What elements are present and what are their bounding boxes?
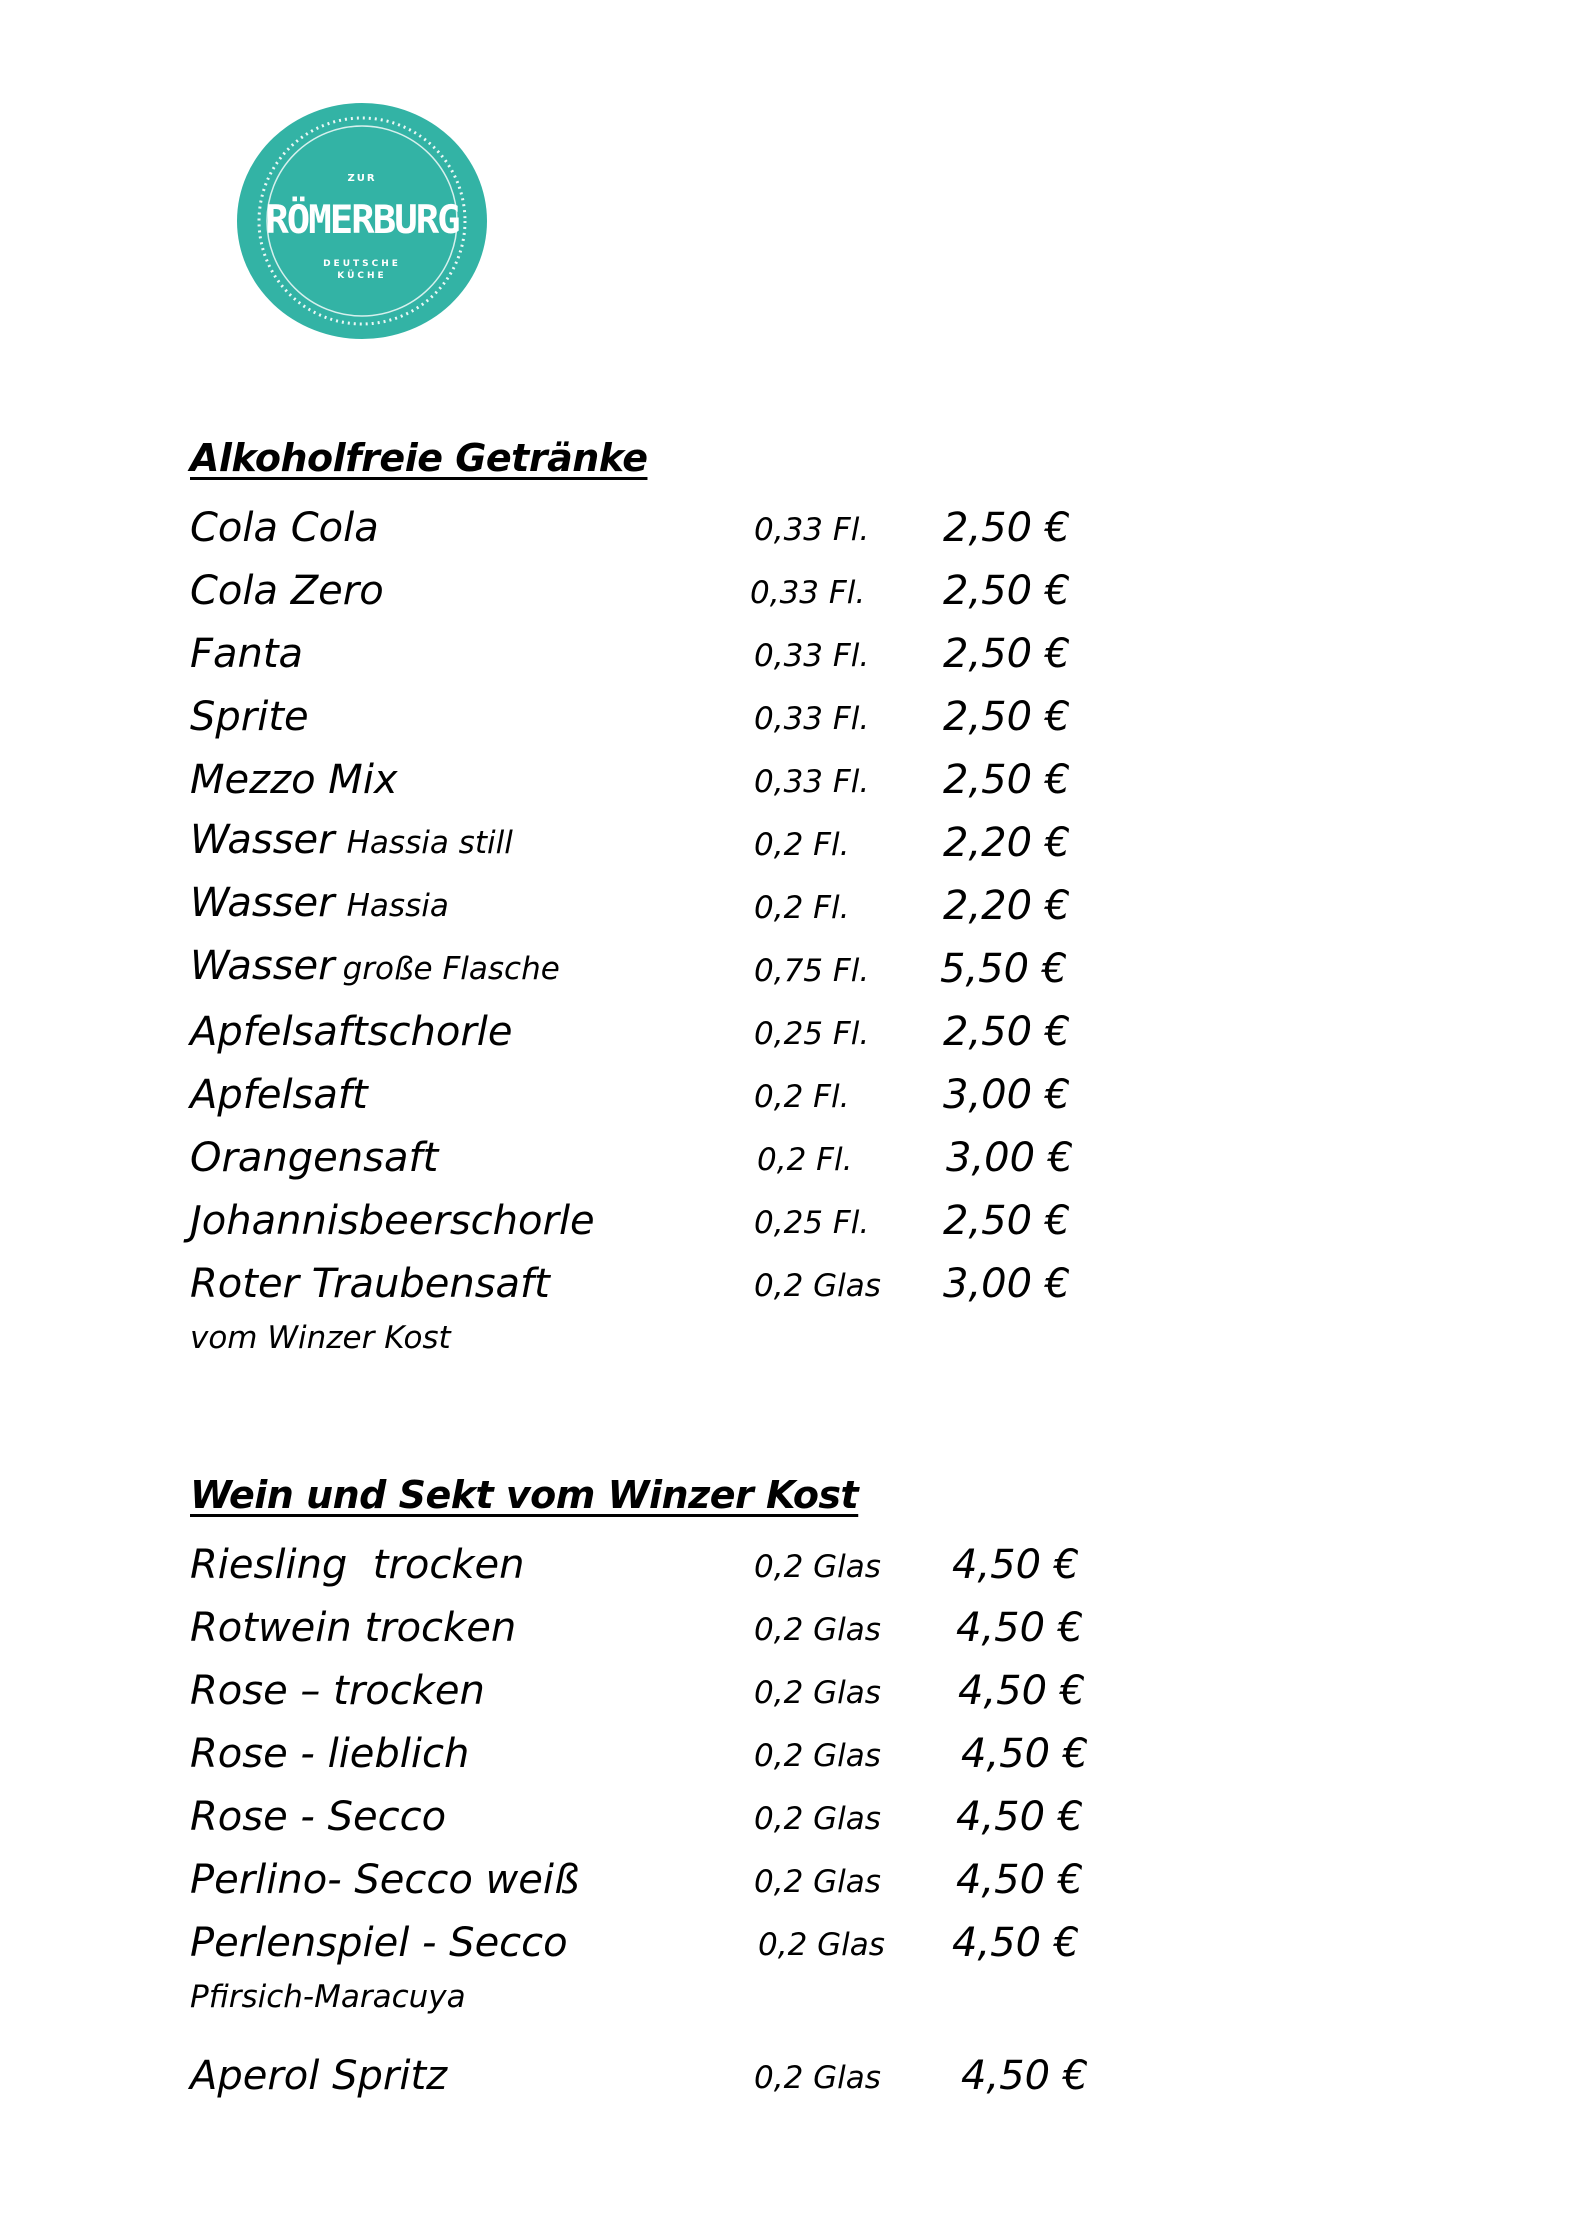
item-size: 0,2 Glas	[754, 1612, 881, 1648]
menu-item	[0, 1791, 1571, 1843]
item-size: 0,2 Fl.	[757, 1142, 853, 1178]
item-price: 4,50 €	[958, 1668, 1086, 1714]
menu-item	[0, 880, 1571, 932]
menu-item	[0, 502, 1571, 554]
item-size: 0,33 Fl.	[754, 701, 870, 737]
menu-item	[0, 1665, 1571, 1717]
item-name: Wasser Hassia	[190, 880, 449, 926]
item-size: 0,2 Fl.	[754, 827, 850, 863]
menu-item	[0, 817, 1571, 869]
item-price: 4,50 €	[952, 1542, 1080, 1588]
item-name: Perlino- Secco weiß	[190, 1857, 580, 1903]
item-name: Johannisbeerschorle	[190, 1198, 595, 1244]
menu-item	[0, 628, 1571, 680]
item-price: 3,00 €	[946, 1135, 1074, 1181]
item-variant: große Flasche	[342, 951, 560, 987]
menu-item	[0, 1917, 1571, 1969]
item-name: Fanta	[190, 631, 304, 677]
item-price: 2,50 €	[943, 1198, 1071, 1244]
menu-item	[0, 1195, 1571, 1247]
item-size: 0,2 Glas	[754, 1675, 881, 1711]
item-size: 0,2 Glas	[754, 1801, 881, 1837]
item-name: Cola Cola	[190, 505, 379, 551]
item-size: 0,25 Fl.	[754, 1016, 870, 1052]
item-price: 4,50 €	[961, 1731, 1089, 1777]
menu-item	[0, 1728, 1571, 1780]
item-size: 0,2 Glas	[754, 1864, 881, 1900]
item-name: Apfelsaftschorle	[190, 1009, 513, 1055]
item-price: 4,50 €	[956, 1857, 1084, 1903]
menu-item	[0, 943, 1571, 995]
item-size: 0,2 Glas	[754, 1549, 881, 1585]
item-name: Orangensaft	[190, 1135, 439, 1181]
item-note: Pfirsich-Maracuya	[190, 1979, 466, 2015]
logo-top-text: ZUR	[347, 173, 377, 184]
item-size: 0,33 Fl.	[750, 575, 866, 611]
item-price: 2,20 €	[943, 883, 1071, 929]
menu-item	[0, 1539, 1571, 1591]
item-name: Sprite	[190, 694, 309, 740]
item-price: 4,50 €	[956, 1605, 1084, 1651]
item-name: Rotwein trocken	[190, 1605, 517, 1651]
item-name: Aperol Spritz	[190, 2053, 448, 2099]
item-price: 4,50 €	[956, 1794, 1084, 1840]
logo-subtitle-2: KÜCHE	[337, 271, 387, 281]
item-note: vom Winzer Kost	[190, 1320, 451, 1356]
item-name: Wasser große Flasche	[190, 943, 560, 989]
menu-item	[0, 691, 1571, 743]
logo-subtitle-1: DEUTSCHE	[323, 259, 401, 269]
section-title-alkoholfreie: Alkoholfreie Getränke	[190, 436, 648, 480]
menu-item	[0, 754, 1571, 806]
item-size: 0,2 Fl.	[754, 890, 850, 926]
menu-item	[0, 565, 1571, 617]
item-size: 0,2 Glas	[754, 1738, 881, 1774]
item-price: 3,00 €	[943, 1072, 1071, 1118]
item-size: 0,2 Glas	[754, 1268, 881, 1304]
item-name: Rose - lieblich	[190, 1731, 470, 1777]
item-name: Perlenspiel - Secco	[190, 1920, 568, 1966]
item-name: Mezzo Mix	[190, 757, 398, 803]
menu-item	[0, 1258, 1571, 1310]
item-size: 0,75 Fl.	[754, 953, 870, 989]
item-name: Apfelsaft	[190, 1072, 368, 1118]
logo-name: RÖMERBURG	[265, 198, 459, 243]
item-name: Wasser Hassia still	[190, 817, 513, 863]
item-variant: Hassia still	[346, 825, 513, 861]
item-price: 2,20 €	[943, 820, 1071, 866]
item-size: 0,2 Fl.	[754, 1079, 850, 1115]
menu-item	[0, 1854, 1571, 1906]
item-price: 2,50 €	[943, 631, 1071, 677]
item-variant: Hassia	[346, 888, 449, 924]
item-price: 2,50 €	[943, 505, 1071, 551]
item-size: 0,2 Glas	[754, 2060, 881, 2096]
item-price: 2,50 €	[943, 757, 1071, 803]
item-name: Roter Traubensaft	[190, 1261, 550, 1307]
menu-item	[0, 1006, 1571, 1058]
restaurant-logo	[237, 103, 487, 339]
item-price: 2,50 €	[943, 1009, 1071, 1055]
menu-item	[0, 2050, 1571, 2102]
item-name: Rose - Secco	[190, 1794, 447, 1840]
item-size: 0,33 Fl.	[754, 764, 870, 800]
item-price: 3,00 €	[943, 1261, 1071, 1307]
item-size: 0,33 Fl.	[754, 512, 870, 548]
item-price: 4,50 €	[961, 2053, 1089, 2099]
section-title-wein-sekt: Wein und Sekt vom Winzer Kost	[190, 1473, 859, 1517]
item-price: 2,50 €	[943, 694, 1071, 740]
item-name: Riesling trocken	[190, 1542, 525, 1588]
menu-item	[0, 1069, 1571, 1121]
item-price: 2,50 €	[943, 568, 1071, 614]
item-size: 0,2 Glas	[758, 1927, 885, 1963]
item-size: 0,25 Fl.	[754, 1205, 870, 1241]
item-name: Cola Zero	[190, 568, 384, 614]
item-size: 0,33 Fl.	[754, 638, 870, 674]
menu-item	[0, 1602, 1571, 1654]
item-price: 4,50 €	[952, 1920, 1080, 1966]
item-price: 5,50 €	[940, 946, 1068, 992]
menu-item	[0, 1132, 1571, 1184]
item-name: Rose – trocken	[190, 1668, 485, 1714]
